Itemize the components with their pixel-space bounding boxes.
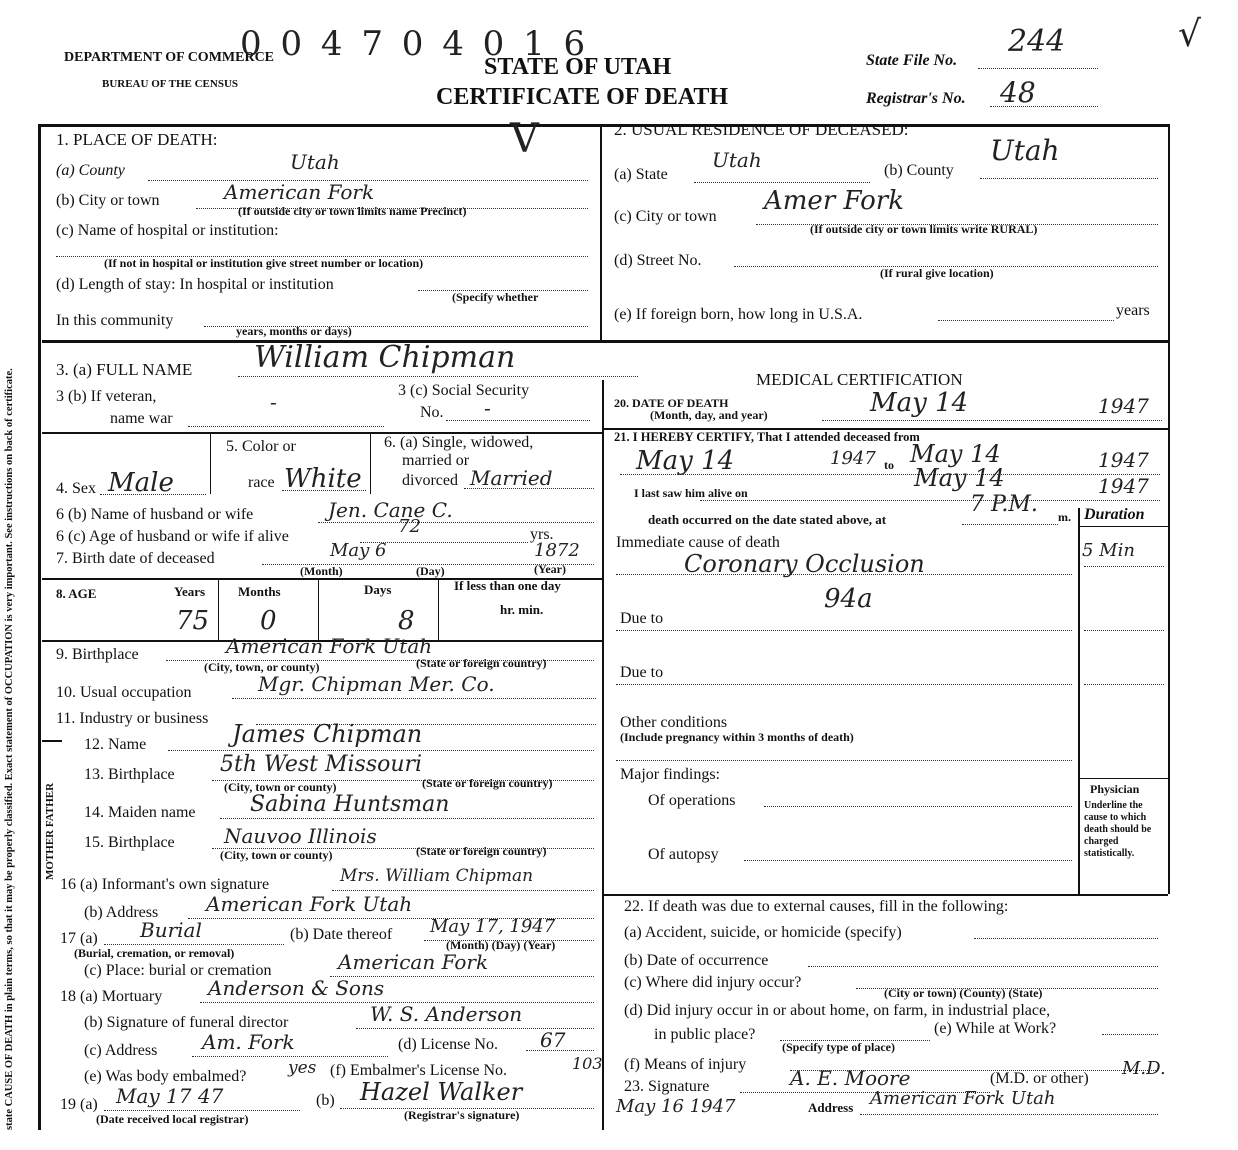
father-bp-value: 5th West Missouri: [220, 752, 423, 777]
res-city-label: (c) City or town: [614, 208, 717, 225]
side-instructions: state CAUSE OF DEATH in plain terms, so that it may be properly classified. Exact statement of OCCUPATION is very important. See instructions on back of certificate.: [4, 368, 15, 1130]
full-name-value: William Chipman: [254, 340, 516, 375]
pod-city-label: (b) City or town: [56, 192, 160, 209]
burial-date-value: May 17, 1947: [430, 916, 556, 937]
immediate-cause-label: Immediate cause of death: [616, 534, 780, 551]
embalmed-value: yes: [288, 1058, 317, 1078]
birthplace-cap-city: (City, town, or county): [204, 660, 320, 674]
informant-address-value: American Fork Utah: [206, 892, 413, 916]
industry-label: 11. Industry or business: [56, 710, 209, 727]
father-name-label: 12. Name: [84, 736, 147, 753]
age-months-cap: Months: [238, 584, 281, 599]
color-label-2: race: [248, 474, 275, 491]
occupation-label: 10. Usual occupation: [56, 684, 192, 701]
license-value: 67: [540, 1028, 566, 1052]
mortuary-label: 18 (a) Mortuary: [60, 988, 163, 1005]
autopsy-label: Of autopsy: [648, 846, 719, 863]
birthplace-cap-state: (State or foreign country): [416, 656, 547, 670]
external-c-cap: (City or town) (County) (State): [884, 986, 1043, 1000]
director-value: W. S. Anderson: [370, 1002, 523, 1026]
birthplace-value: American Fork Utah: [226, 634, 433, 658]
burial-place-label: (c) Place: burial or cremation: [84, 962, 272, 979]
state-file-value: 244: [1008, 24, 1066, 59]
birthplace-label: 9. Birthplace: [56, 646, 139, 663]
ss-value: -: [484, 396, 491, 420]
embalmed-label: (e) Was body embalmed?: [84, 1068, 247, 1085]
sig-address-value: American Fork Utah: [870, 1088, 1056, 1109]
mother-father-side: MOTHER FATHER: [44, 782, 56, 880]
burial-value: Burial: [140, 918, 202, 942]
attended-from-value: May 14: [636, 446, 735, 476]
due-to-1-label: Due to: [620, 610, 664, 627]
external-d-label: (d) Did injury occur in or about home, on farm, in industrial place,: [624, 1002, 1051, 1019]
yrs-label: yrs.: [530, 526, 554, 543]
father-bp-cap1: (City, town or county): [224, 780, 337, 794]
physician-label: Physician: [1090, 782, 1140, 796]
spouse-value: Jen. Cane C.: [328, 498, 453, 522]
father-name-value: James Chipman: [232, 720, 423, 748]
fd-address-value: Am. Fork: [202, 1030, 295, 1054]
external-heading: 22. If death was due to external causes, fill in the following:: [624, 898, 1009, 915]
pod-county-label: (a) County: [56, 162, 125, 179]
external-d-cap: (Specify type of place): [782, 1040, 895, 1054]
mother-bp-cap1: (City, town or county): [220, 848, 333, 862]
veteran-label-1: 3 (b) If veteran,: [56, 388, 157, 405]
pod-hospital-note: (If not in hospital or institution give street number or location): [104, 256, 424, 270]
age-less-day: If less than one day: [454, 578, 561, 593]
residence-heading: 2. USUAL RESIDENCE OF DECEASED:: [614, 120, 909, 139]
pod-city-value: American Fork: [224, 180, 375, 204]
burial-cap: (Burial, cremation, or removal): [74, 946, 235, 960]
informant-sig-value: Mrs. William Chipman: [340, 866, 534, 886]
immediate-cause-value: Coronary Occlusion: [684, 550, 925, 578]
res-state-label: (a) State: [614, 166, 668, 183]
sex-value: Male: [108, 468, 174, 498]
sig-address-label: Address: [808, 1100, 854, 1115]
full-name-label: 3. (a) FULL NAME: [56, 360, 193, 379]
burial-date-label: (b) Date thereof: [290, 926, 393, 943]
medical-heading: MEDICAL CERTIFICATION: [756, 370, 963, 389]
father-bp-cap2: (State or foreign country): [422, 776, 553, 790]
res-county-label: (b) County: [884, 162, 954, 179]
age-hr-min: hr. min.: [500, 602, 544, 617]
date-of-death-year: 1947: [1098, 394, 1149, 418]
burial-label: 17 (a): [60, 930, 98, 947]
color-label-1: 5. Color or: [226, 438, 296, 455]
registrar-value: 48: [1000, 76, 1036, 109]
age-label: 8. AGE: [56, 586, 97, 601]
dept-label: DEPARTMENT OF COMMERCE: [64, 50, 275, 65]
other-conditions-label: Other conditions: [620, 714, 728, 731]
pod-hospital-label: (c) Name of hospital or institution:: [56, 222, 279, 239]
certify-label: 21. I HEREBY CERTIFY, That I attended deceased from: [614, 430, 920, 444]
marital-value: Married: [470, 466, 553, 490]
license-label: (d) License No.: [398, 1036, 498, 1053]
age-years-cap: Years: [174, 584, 206, 599]
mother-name-label: 14. Maiden name: [84, 804, 196, 821]
embalmer-value: 103: [572, 1054, 603, 1073]
res-street-note: (If rural give location): [880, 266, 994, 280]
other-conditions-cap: (Include pregnancy within 3 months of death): [620, 730, 854, 744]
date-of-death-label: 20. DATE OF DEATH: [614, 396, 729, 410]
duration-label: Duration: [1084, 506, 1145, 523]
ss-label-1: 3 (c) Social Security: [398, 382, 530, 399]
birth-month-value: May 6: [330, 540, 387, 561]
spouse-age-label: 6 (c) Age of husband or wife if alive: [56, 528, 289, 545]
md-value: M.D.: [1122, 1058, 1166, 1079]
last-saw-value: May 14: [914, 464, 1005, 492]
mortuary-value: Anderson & Sons: [208, 976, 385, 1000]
external-d2-label: in public place?: [654, 1026, 756, 1043]
received-cap: (Date received local registrar): [96, 1112, 249, 1126]
date-of-death-value: May 14: [870, 388, 969, 418]
operations-label: Of operations: [648, 792, 736, 809]
duration-value: 5 Min: [1082, 540, 1135, 561]
age-months-value: 0: [260, 606, 277, 636]
marital-label-1: 6. (a) Single, widowed,: [384, 434, 534, 451]
ss-label-2: No.: [420, 404, 444, 421]
received-label: 19 (a): [60, 1096, 98, 1113]
occupation-value: Mgr. Chipman Mer. Co.: [258, 672, 495, 696]
signature-date-value: May 16 1947: [616, 1096, 736, 1117]
external-c-label: (c) Where did injury occur?: [624, 974, 802, 991]
underline-note: Underline the cause to which death should be charged statistically.: [1084, 800, 1152, 859]
certificate-title: CERTIFICATE OF DEATH: [436, 84, 729, 110]
pod-city-note: (If outside city or town limits name Precinct): [238, 204, 467, 218]
md-label: (M.D. or other): [990, 1070, 1089, 1087]
fd-address-label: (c) Address: [84, 1042, 158, 1059]
birth-month-cap: (Month): [300, 564, 343, 578]
informant-address-label: (b) Address: [84, 904, 159, 921]
pod-stay-label: (d) Length of stay: In hospital or institution: [56, 276, 334, 293]
spouse-label: 6 (b) Name of husband or wife: [56, 506, 254, 523]
pod-community-note: years, months or days): [236, 324, 352, 338]
signature-value: A. E. Moore: [790, 1066, 911, 1090]
birth-day-cap: (Day): [416, 564, 445, 578]
attended-to-label: to: [884, 458, 894, 472]
registrar-sig-value: Hazel Walker: [360, 1078, 523, 1106]
informant-sig-label: 16 (a) Informant's own signature: [60, 876, 270, 893]
birth-year-value: 1872: [534, 540, 580, 561]
burial-date-cap: (Month) (Day) (Year): [446, 938, 556, 952]
res-city-note: (If outside city or town limits write RURAL): [810, 222, 1038, 236]
immediate-cause-code: 94a: [824, 584, 873, 614]
burial-place-value: American Fork: [338, 950, 489, 974]
registrar-sig-cap: (Registrar's signature): [404, 1108, 520, 1122]
mother-bp-cap2: (State or foreign country): [416, 844, 547, 858]
external-f-label: (f) Means of injury: [624, 1056, 747, 1073]
last-saw-year: 1947: [1098, 474, 1149, 498]
last-saw-label: I last saw him alive on: [634, 486, 748, 500]
bureau-label: BUREAU OF THE CENSUS: [102, 78, 239, 90]
res-years-label: years: [1116, 302, 1150, 319]
spouse-age-value: 72: [398, 516, 421, 537]
embalmer-label: (f) Embalmer's License No.: [330, 1062, 508, 1079]
mother-bp-label: 15. Birthplace: [84, 834, 175, 851]
received-value: May 17 47: [116, 1084, 224, 1108]
due-to-2-label: Due to: [620, 664, 664, 681]
major-findings-label: Major findings:: [620, 766, 720, 783]
mother-bp-value: Nauvoo Illinois: [224, 824, 377, 848]
res-street-label: (d) Street No.: [614, 252, 702, 269]
death-occurred-label: death occurred on the date stated above, at: [648, 512, 887, 527]
check-mark: √: [1178, 14, 1201, 55]
pod-community-label: In this community: [56, 312, 174, 329]
place-of-death-heading: 1. PLACE OF DEATH:: [56, 130, 218, 149]
signature-label: 23. Signature: [624, 1078, 710, 1095]
age-days-cap: Days: [364, 582, 392, 597]
veteran-value: -: [270, 390, 277, 414]
birth-year-cap: (Year): [534, 562, 566, 576]
attended-from-year: 1947: [830, 448, 876, 469]
birth-label: 7. Birth date of deceased: [56, 550, 215, 567]
m-label: m.: [1058, 510, 1071, 524]
director-label: (b) Signature of funeral director: [84, 1014, 289, 1031]
veteran-label-2: name war: [110, 410, 173, 427]
father-bp-label: 13. Birthplace: [84, 766, 175, 783]
pod-stay-note: (Specify whether: [452, 290, 539, 304]
marital-label-3: divorced: [402, 472, 458, 489]
attended-to-value: May 14: [910, 440, 1001, 468]
res-city-value: Amer Fork: [764, 186, 904, 216]
age-days-value: 8: [398, 606, 415, 636]
external-a-label: (a) Accident, suicide, or homicide (specify): [624, 924, 902, 941]
v-mark: V: [510, 116, 539, 162]
state-title: STATE OF UTAH: [484, 54, 672, 80]
certificate-number: 0 0 4 7 0 4 0 1 6: [240, 24, 590, 64]
mother-name-value: Sabina Huntsman: [250, 792, 450, 817]
sex-label: 4. Sex: [56, 480, 96, 497]
registrar-label: Registrar's No.: [866, 90, 966, 107]
res-county-value: Utah: [990, 134, 1060, 167]
res-state-value: Utah: [712, 148, 762, 172]
external-b-label: (b) Date of occurrence: [624, 952, 769, 969]
external-e-label: (e) While at Work?: [934, 1020, 1057, 1037]
age-years-value: 75: [176, 606, 210, 636]
color-value: White: [284, 464, 362, 494]
attended-to-year: 1947: [1098, 448, 1149, 472]
pod-county-value: Utah: [290, 150, 340, 174]
res-foreign-label: (e) If foreign born, how long in U.S.A.: [614, 306, 863, 323]
marital-label-2: married or: [402, 452, 470, 469]
death-time-value: 7 P.M.: [970, 492, 1038, 517]
state-file-label: State File No.: [866, 52, 958, 69]
date-of-death-cap: (Month, day, and year): [650, 408, 768, 422]
registrar-sig-label: (b): [316, 1092, 335, 1109]
